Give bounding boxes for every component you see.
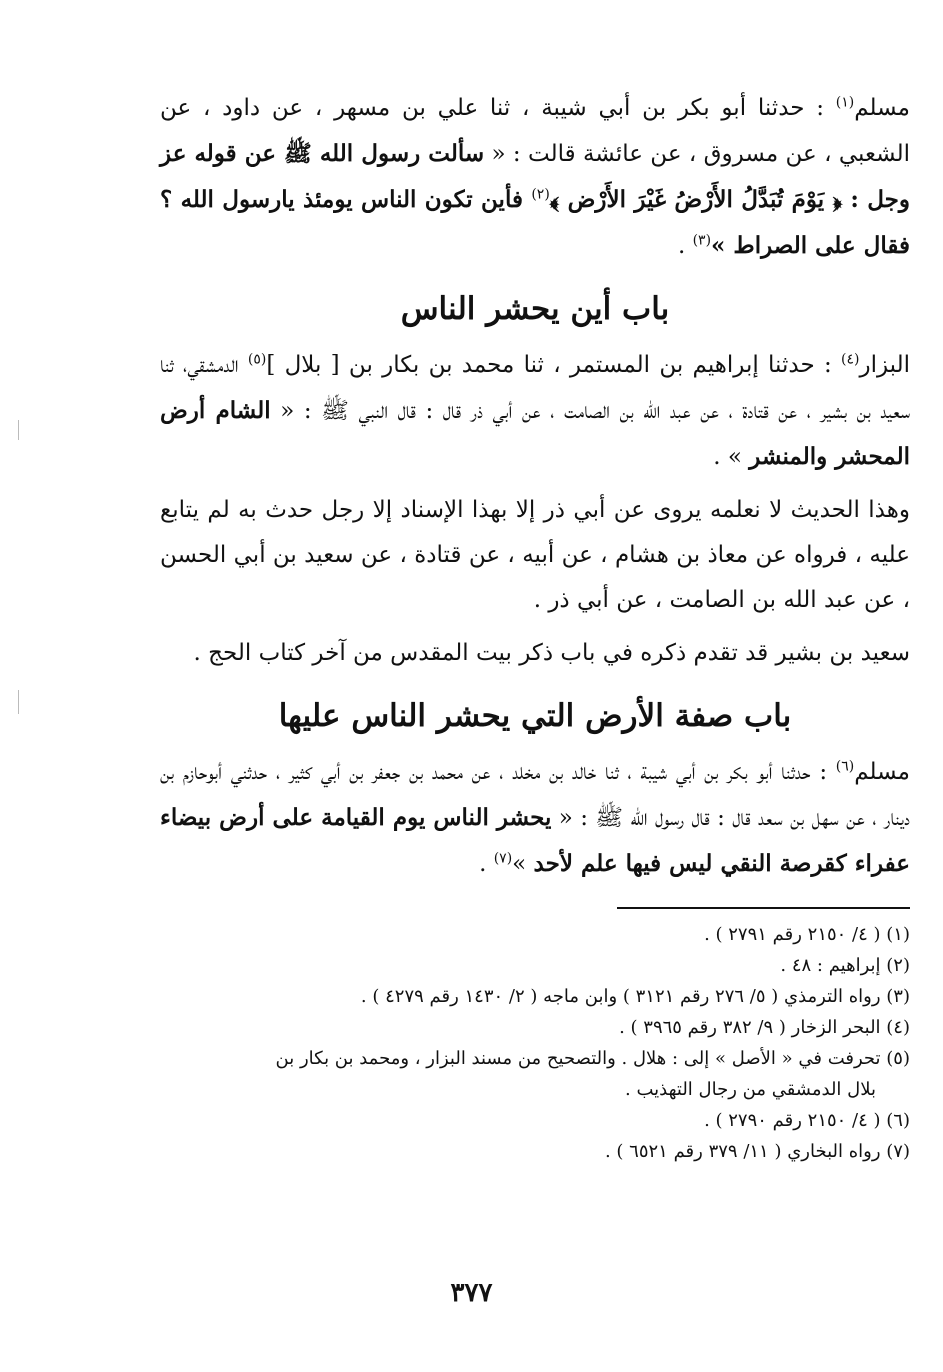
chapter-heading: باب صفة الأرض التي يحشر الناس عليها (278, 698, 792, 734)
hadith-muslim-2 (160, 750, 910, 887)
footnote-ref[interactable]: (٧) (493, 850, 513, 867)
footnote-ref[interactable]: (٢) (531, 186, 550, 203)
footnote-3: (٣) رواه الترمذي ( ٥/ ٢٧٦ رقم ٣١٢١ ) وابن ماجه ( ٢/ ١٤٣٠ رقم ٤٢٧٩ ) . (360, 986, 910, 1007)
commentary-paragraph: وهذا الحديث لا نعلمه يروى عن أبي ذر إلا بهذا الإسناد إلا رجل حدث به لم يتابع عليه ، فرواه عن معاذ بن هشام ، عن أبيه ، عن قتادة ، عن سعيد بن أبي الحسن ، عن عبد الله بن الصامت ، عن أبي ذر . (160, 497, 910, 613)
closing: » (512, 851, 534, 877)
chain-text: : حدثنا إبراهيم بن المستمر ، ثنا محمد بن بكار بن [ بلال ] (266, 352, 841, 378)
chain-text: الدمشقي، ثنا سعيد بن بشير ، عن قتادة ، عن عبد الله بن الصامت ، عن أبي ذر قال : قال النبي ﷺ : « (160, 352, 910, 424)
narrator: البزار (859, 352, 910, 378)
footnote-6: (٦) ( ٤/ ٢١٥٠ رقم ٢٧٩٠ ) . (704, 1110, 910, 1131)
page-body (160, 86, 910, 1167)
footnote-ref[interactable]: (٤) (841, 351, 860, 368)
footnote-2: (٢) إبراهيم : ٤٨ . (780, 955, 910, 976)
narrator: مسلم (854, 95, 910, 121)
hadith-text: يحشر الناس يوم القيامة على أرض بيضاء عفراء كقرصة النقي ليس فيها علم لأحد (160, 804, 910, 877)
closing: » . (713, 444, 750, 470)
chain-text: : حدثنا أبو بكر بن أبي شيبة ، ثنا خالد بن مخلد ، عن محمد بن جعفر بن أبي كثير ، حدثني أبوحازم بن دينار ، عن سهل بن سعد قال : قال رسول الله ﷺ : « (160, 759, 911, 831)
narrator: مسلم (854, 759, 910, 785)
hadith-bazzar (160, 343, 910, 480)
footnote-ref[interactable]: (٦) (835, 758, 855, 775)
footnote-1: (١) ( ٤/ ٢١٥٠ رقم ٢٧٩١ ) . (704, 924, 910, 945)
page-number: ٣٧٧ (450, 1278, 493, 1308)
footnote-ref[interactable]: (٣) (692, 232, 712, 249)
hadith-text: الشام أرض المحشر والمنشر (160, 397, 910, 470)
footnote-4: (٤) البحر الزخار ( ٩/ ٣٨٢ رقم ٣٩٦٥ ) . (619, 1017, 910, 1038)
footnote-7: (٧) رواه البخاري ( ١١/ ٣٧٩ رقم ٦٥٢١ ) . (604, 1141, 910, 1162)
footnote-divider (617, 907, 910, 909)
chapter-heading: باب أين يحشر الناس (400, 291, 670, 327)
hadith-muslim-1 (160, 86, 910, 269)
footnote-5-continued: بلال الدمشقي من رجال التهذيب . (625, 1079, 876, 1100)
scan-artifact (18, 690, 19, 714)
footnote-ref[interactable]: (٥) (247, 351, 267, 368)
period: . (677, 233, 693, 259)
commentary-paragraph: سعيد بن بشير قد تقدم ذكره في باب ذكر بيت المقدس من آخر كتاب الحج . (193, 640, 910, 666)
period: . (479, 851, 494, 877)
scan-artifact (18, 420, 19, 440)
footnote-ref[interactable]: (١) (835, 94, 855, 111)
hadith-text: سألت رسول الله ﷺ عن قوله عز وجل : ﴿ يَوْمَ تُبَدَّلُ الأَرْضُ غَيْرَ الأَرْض ﴾ (160, 140, 910, 213)
footnote-5: (٥) تحرفت في « الأصل » إلى : هلال . والتصحيح من مسند البزار ، ومحمد بن بكار بن (275, 1048, 910, 1069)
chain-text: : حدثنا أبو بكر بن أبي شيبة ، ثنا علي بن مسهر ، عن داود ، عن الشعبي ، عن مسروق ، عن عائشة قالت : « (160, 95, 910, 167)
footnotes (160, 919, 910, 1167)
hadith-text: فأين تكون الناس يومئذ يارسول الله ؟ فقال على الصراط » (160, 186, 910, 259)
